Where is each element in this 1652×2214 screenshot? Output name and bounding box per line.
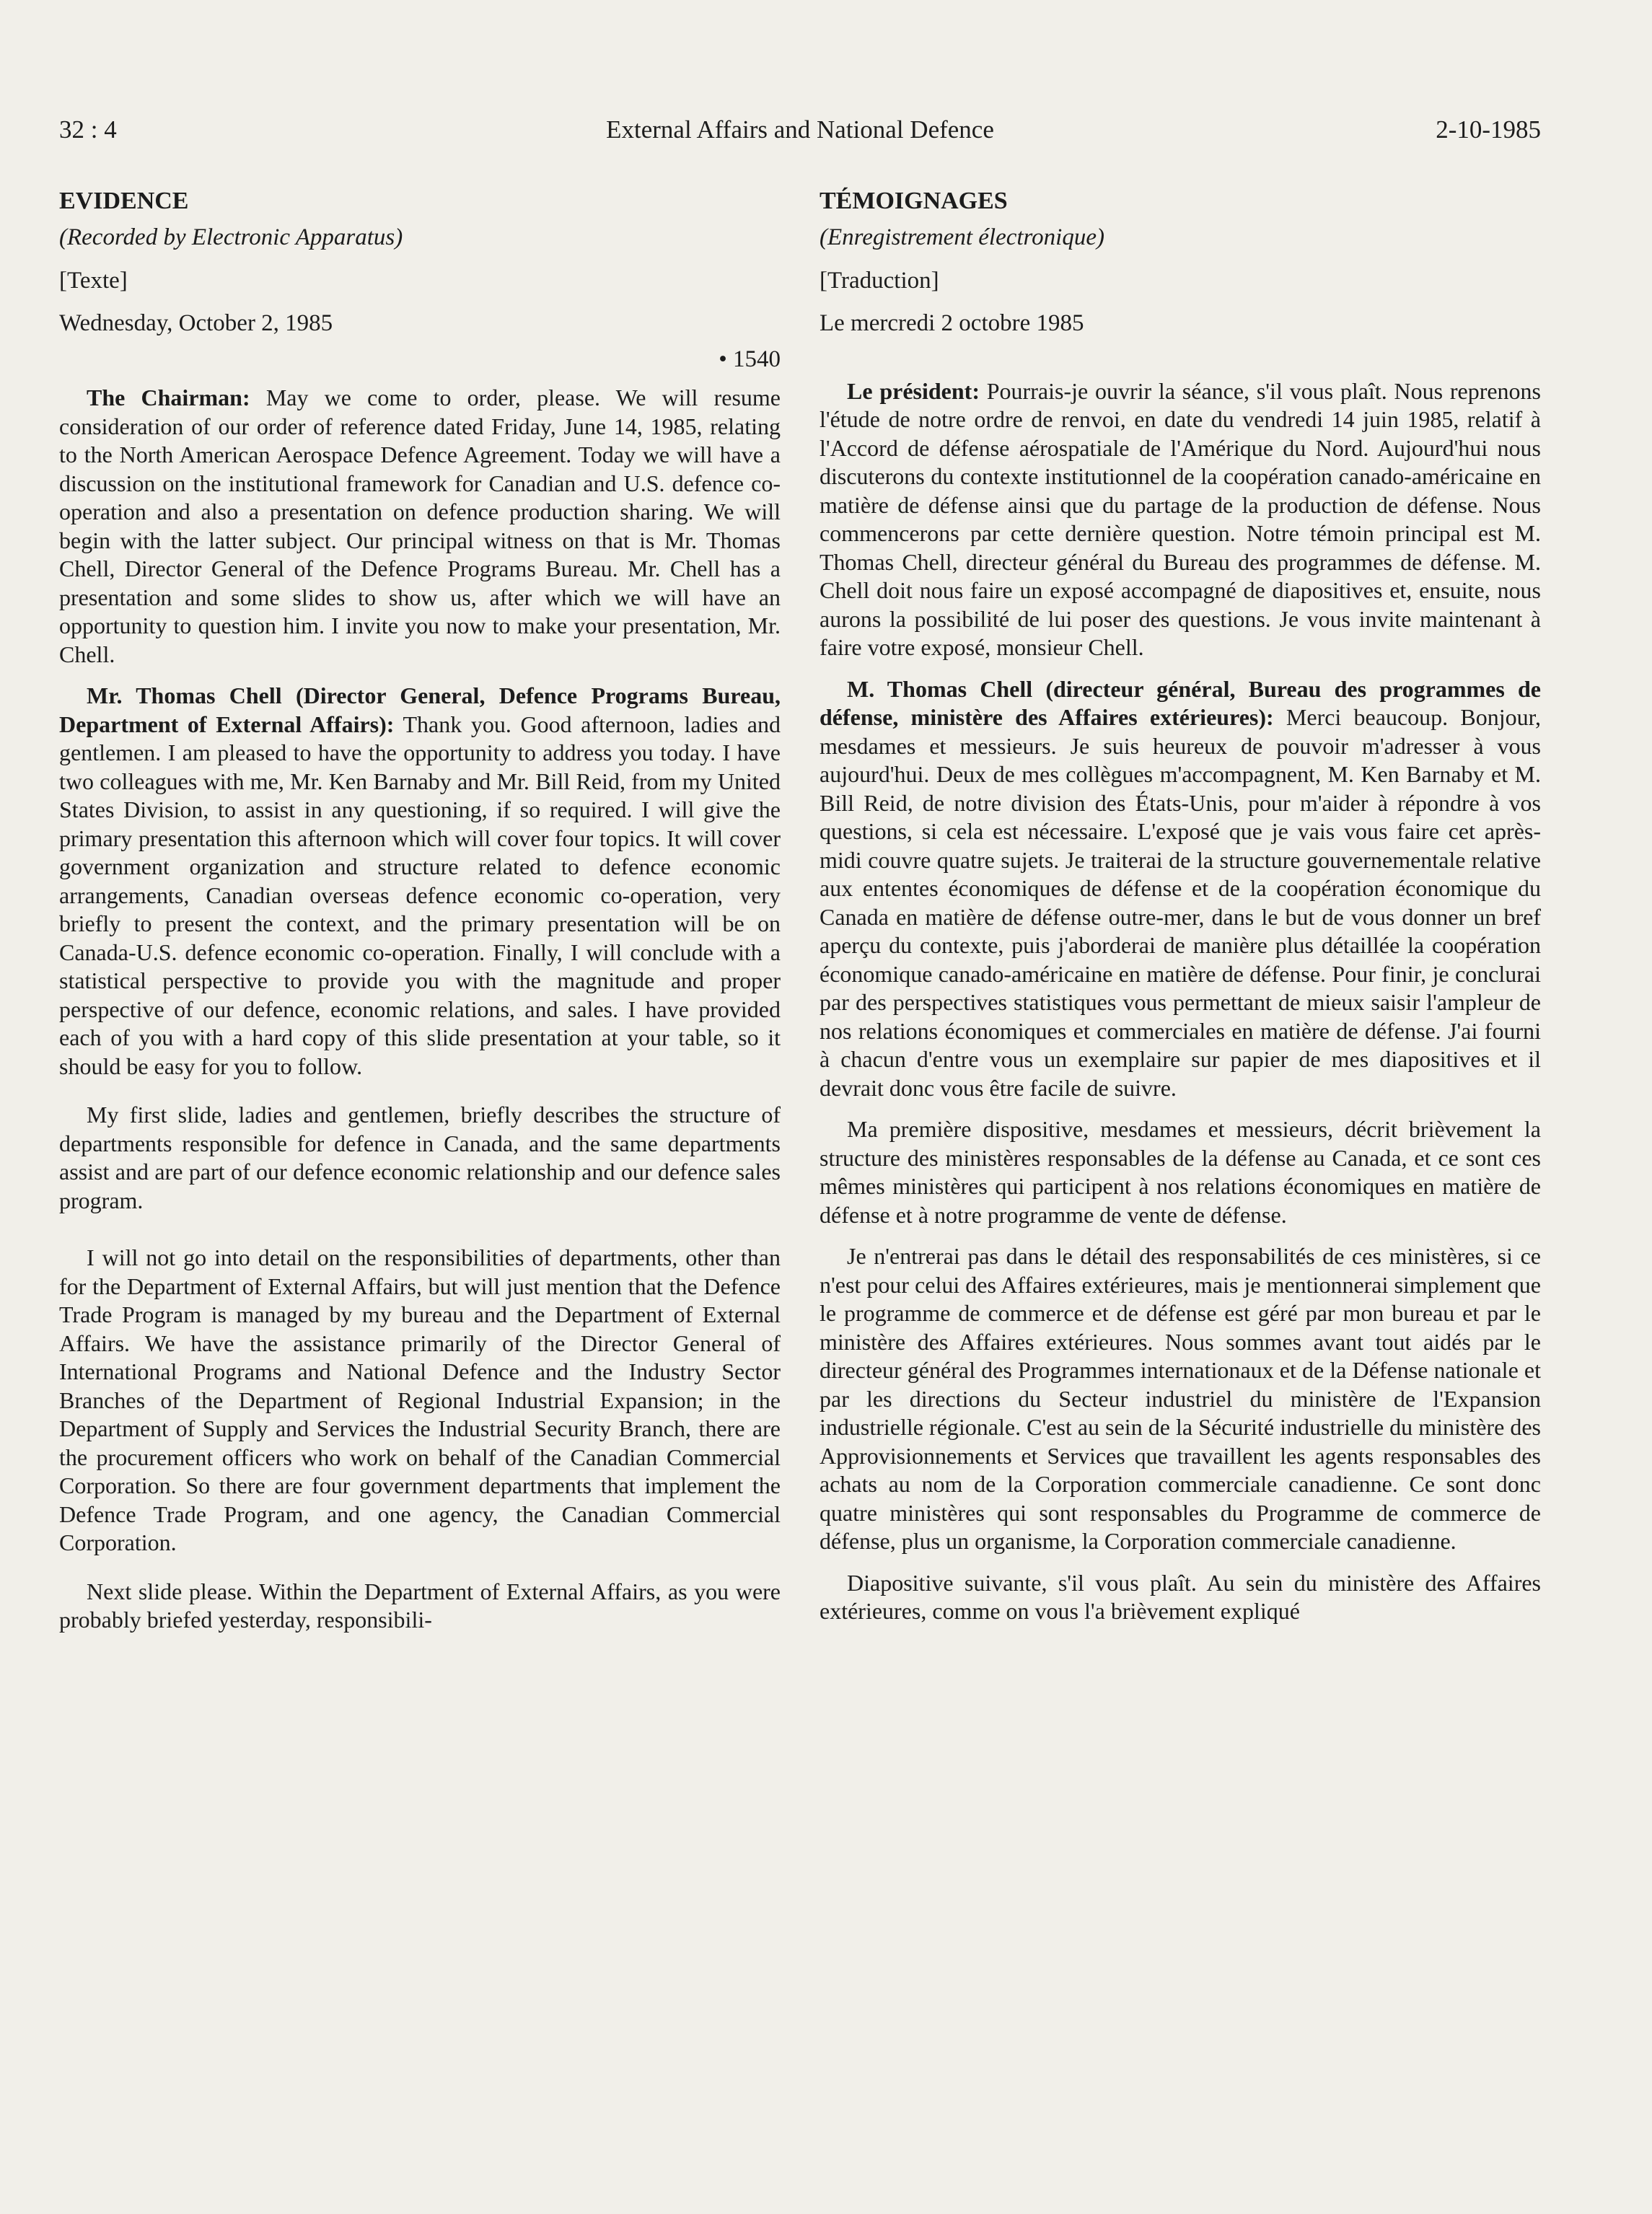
sitting-date: Wednesday, October 2, 1985 (59, 310, 333, 336)
section-subheading: (Recorded by Electronic Apparatus) (59, 224, 403, 250)
paragraph-first-slide: Ma première dispositive, mesdames et messieurs, décrit brièvement la structure des ministères responsables de la défense au Canada, et ce sont ces mêmes ministères qui participent à nos relations économiques en matière de défense et à notre programme de vente de défense. (820, 1116, 1541, 1228)
speaker-name: M. Thomas Chell (directeur général, Bureau des programmes de défense, ministère des Affaires extérieures): (820, 675, 1541, 730)
paragraph-chell (820, 675, 1541, 1103)
header-date: 2-10-1985 (1436, 115, 1541, 144)
running-title: External Affairs and National Defence (606, 115, 994, 144)
language-tag: [Texte] (59, 267, 128, 294)
speaker-name: Mr. Thomas Chell (Director General, Defence Programs Bureau, Department of External Affairs): (59, 682, 781, 737)
time-marker: • 1540 (719, 346, 781, 372)
paragraph-chell (59, 682, 781, 1081)
speaker-name: Le président: (847, 377, 980, 404)
section-heading: TÉMOIGNAGES (820, 188, 1008, 214)
paragraph-text: Pourrais-je ouvrir la séance, s'il vous plaît. Nous reprenons l'étude de notre ordre de renvoi, en date du vendredi 14 juin 1985, relatif à l'Accord de défense aérospatiale de l'Amérique du Nord. Aujourd'hui nous discuterons du contexte institutionnel de la coopération canado-américaine en matière de défense ainsi que du partage de la production de défense. Nous commencerons par cette dernière question. Notre témoin principal est M. Thomas Chell, directeur général du Bureau des programmes de défense. M. Chell doit nous faire un exposé accompagné de diapositives et, ensuite, nous aurons la possibilité de lui poser des questions. Je vous invite maintenant à faire votre exposé, monsieur Chell. (820, 377, 1542, 660)
paragraph-responsibilities: Je n'entrerai pas dans le détail des responsabilités de ces ministères, si ce n'est pour celui des Affaires extérieures, mais je mentionnerai simplement que le programme de commerce et de défense est géré par mon bureau et par le ministère des Affaires extérieures. Nous sommes avant tout aidés par le directeur général des Programmes internationaux et de la Défense nationale et par les directions du Secteur industriel du ministère de l'Expansion industrielle régionale. C'est au sein de la Sécurité industrielle du ministère des Approvisionnements et Services que travaillent les agents responsables des achats au nom de la Corporation commerciale canadienne. Ce sont donc quatre ministères qui sont responsables du Programme de commerce de défense, plus un organisme, la Corporation commerciale canadienne. (820, 1243, 1541, 1554)
paragraph-text: Merci beaucoup. Bonjour, mesdames et messieurs. Je suis heureux de pouvoir m'adresser à vous aujourd'hui. Deux de mes collègues m'accompagnent, M. Ken Barnaby et M. Bill Reid, de notre division des États-Unis, pour m'aider à répondre à vos questions, si cela est nécessaire. L'exposé que je vais vous faire cet après-midi couvre quatre sujets. Je traiterai de la structure gouvernementale relative aux ententes économiques de défense et de la coopération économique du Canada en matière de défense outre-mer, dans le but de vous donner un bref aperçu du contexte, puis j'aborderai de manière plus détaillée la coopération économique canado-américaine en matière de défense. Pour finir, je conclurai par des perspectives statistiques vous permettant de mieux saisir l'ampleur de nos relations économiques et commerciales en matière de défense. J'ai fourni à chacun d'entre vous un exemplaire sur papier de mes diapositives et il devrait donc vous être facile de suivre. (820, 704, 1542, 1101)
paragraph-next-slide: Next slide please. Within the Department of External Affairs, as you were probably briefed yesterday, responsibili- (59, 1578, 781, 1633)
running-header (59, 111, 1541, 149)
section-subheading: (Enregistrement électronique) (820, 224, 1104, 250)
paragraph-president (820, 377, 1541, 662)
language-tag: [Traduction] (820, 267, 939, 294)
sitting-date: Le mercredi 2 octobre 1985 (820, 310, 1084, 336)
speaker-name: The Chairman: (87, 385, 250, 410)
paragraph-chairman (59, 384, 781, 669)
french-column (820, 186, 1541, 1639)
paragraph-text: May we come to order, please. We will resume consideration of our order of reference dated Friday, June 14, 1985, relating to the North American Aerospace Defence Agreement. Today we will have a discussion on the institutional framework for Canadian and U.S. defence co-operation and also a presentation on defence production sharing. We will begin with the latter subject. Our principal witness on that is Mr. Thomas Chell, Director General of the Defence Programs Bureau. Mr. Chell has a presentation and some slides to show us, after which we will have an opportunity to question him. I invite you now to make your presentation, Mr. Chell. (59, 385, 781, 667)
marker-spacer (820, 338, 1541, 367)
page-number: 32 : 4 (59, 115, 117, 144)
paragraph-first-slide: My first slide, ladies and gentlemen, briefly describes the structure of departments responsible for defence in Canada, and the same departments assist and are part of our defence economic relationship and our defence sales program. (59, 1102, 781, 1213)
section-heading: EVIDENCE (59, 188, 189, 214)
paragraph-text: Thank you. Good afternoon, ladies and gentlemen. I am pleased to have the opportunity to address you today. I have two colleagues with me, Mr. Ken Barnaby and Mr. Bill Reid, from my United States Division, to assist in any questioning, if so required. I will give the primary presentation this afternoon which will cover four topics. It will cover government organization and structure related to defence economic arrangements, Canadian overseas defence economic co-operation, very briefly to present the context, and the primary presentation will be on Canada-U.S. defence economic co-operation. Finally, I will conclude with a statistical perspective to provide you with the magnitude and proper perspective of our defence, economic relations, and sales. I have provided each of you with a hard copy of this slide presentation at your table, so it should be easy for you to follow. (59, 711, 781, 1079)
english-column (59, 186, 781, 1648)
paragraph-responsibilities: I will not go into detail on the responsibilities of departments, other than for the Department of External Affairs, but will just mention that the Defence Trade Program is managed by my bureau and the Department of External Affairs. We have the assistance primarily of the Director General of International Programs and National Defence and the Industry Sector Branches of the Department of Regional Industrial Expansion; in the Department of Supply and Services the Industrial Security Branch, there are the procurement officers who work on behalf of the Canadian Commercial Corporation. So there are four government departments that implement the Defence Trade Program, and one agency, the Canadian Commercial Corporation. (59, 1244, 781, 1555)
paragraph-next-slide: Diapositive suivante, s'il vous plaît. Au sein du ministère des Affaires extérieures, comme on vous l'a brièvement expliqué (820, 1569, 1541, 1624)
